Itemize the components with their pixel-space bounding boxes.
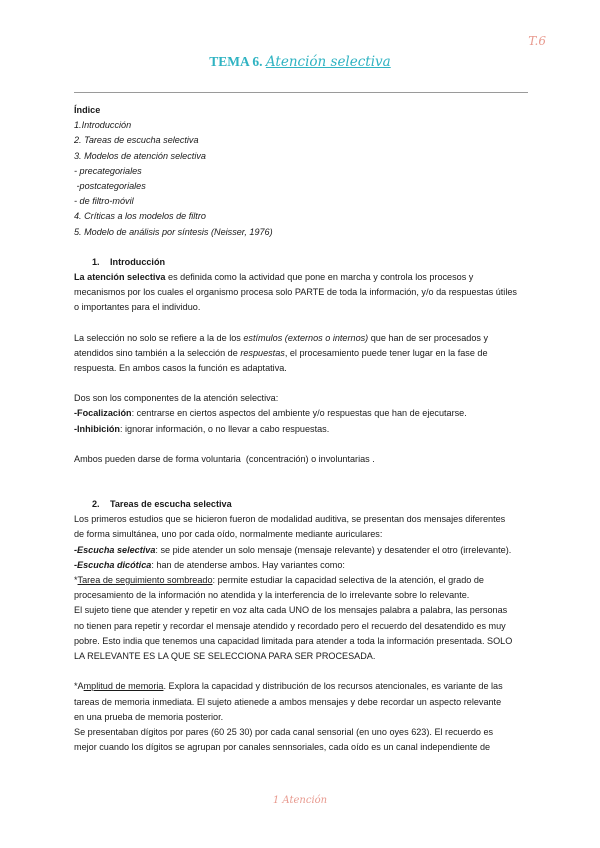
paragraph-line: pobre. Esto india que tenemos una capacidad limitada para atender a toda la información presentada. SOLO (74, 635, 513, 646)
header-rule (74, 92, 528, 93)
paragraph-line (74, 422, 532, 437)
text-run: : centrarse en ciertos aspectos del ambiente y/o respuestas que han de ejecutarse. (131, 408, 467, 419)
index-item: - precategoriales (74, 165, 142, 176)
corner-mark: T.6 (528, 34, 546, 48)
text-run: : permite estudiar la capacidad selectiva de la atención, el grado de (212, 575, 484, 586)
text-run: que han de ser procesados y (368, 332, 489, 343)
text-run: *A (74, 681, 84, 692)
paragraph-line: mejor cuando los dígitos se agrupan por canales sennsoriales, cada oído es un canal independiente de (74, 742, 491, 753)
text-run: es definida como la actividad que pone en marcha y controla los procesos y (165, 272, 474, 283)
bold-term: -Focalización (74, 408, 132, 419)
index-item: 4. Críticas a los modelos de filtro (74, 211, 206, 222)
text-run: : se pide atender un solo mensaje (mensaje relevante) y desatender el otro (irrelevante). (155, 544, 512, 555)
section-heading (74, 497, 532, 512)
paragraph-line: Se presentaban dígitos por pares (60 25 30) por cada canal sensorial (en uno oyes 623). El recuerdo es (74, 726, 494, 737)
paragraph-line (74, 573, 532, 588)
text-run: atendidos sino también a la selección de (74, 347, 241, 358)
paragraph-line (74, 679, 532, 694)
paragraph-line: respuesta. En ambos casos la función es adaptativa. (74, 363, 287, 374)
underlined-term: mplitud de memoria (83, 681, 164, 692)
text-run: . Explora la capacidad y distribución de los recursos atencionales, es variante de las (163, 681, 503, 692)
index-section (74, 103, 532, 240)
text-run: : ignorar información, o no llevar a cabo respuestas. (119, 423, 330, 434)
bold-italic-term: -Escucha dicótica (74, 559, 152, 570)
title-script: Atención selectiva (265, 54, 391, 70)
title-prefix: TEMA 6. (209, 54, 263, 69)
bold-term: -Inhibición (74, 423, 120, 434)
text-run: , el procesamiento puede tener lugar en la fase de (284, 347, 488, 358)
index-item: 2. Tareas de escucha selectiva (74, 135, 199, 146)
underlined-term: Tarea de seguimiento sombreado (77, 575, 213, 586)
text-run: * (74, 575, 78, 586)
paragraph-line: mecanismos por los cuales el organismo procesa solo PARTE de toda la información, y/o da respuestas útiles (74, 287, 517, 298)
index-item: 3. Modelos de atención selectiva (74, 150, 206, 161)
section-title: Introducción (110, 256, 166, 267)
bold-term: La atención selectiva (74, 272, 166, 283)
paragraph-line: en una prueba de memoria posterior. (74, 711, 224, 722)
document-body (74, 103, 532, 755)
text-run: La selección no solo se refiere a la de los (74, 332, 244, 343)
index-item: - de filtro-móvil (74, 196, 134, 207)
bold-italic-term: -Escucha selectiva (74, 544, 156, 555)
page-footer: 1 Atención (272, 795, 328, 806)
index-heading: Índice (74, 105, 101, 115)
paragraph-line: tareas de memoria inmediata. El sujeto atienede a ambos mensajes y debe recordar un aspecto relevante (74, 696, 502, 707)
paragraph-line: LA RELEVANTE ES LA QUE SE SELECCIONA PARA SER PROCESADA. (74, 651, 376, 662)
paragraph-line: Los primeros estudios que se hicieron fueron de modalidad auditiva, se presentan dos mensajes diferentes (74, 514, 506, 525)
section-introduccion (74, 255, 532, 467)
paragraph-line: El sujeto tiene que atender y repetir en voz alta cada UNO de los mensajes palabra a palabra, las personas (74, 605, 508, 616)
index-item: 5. Modelo de análisis por síntesis (Neisser, 1976) (74, 226, 273, 237)
paragraph-line: de forma simultánea, uno por cada oído, normalmente mediante auriculares: (74, 529, 383, 540)
section-heading (74, 255, 532, 270)
italic-term: estímulos (externos o internos) (243, 332, 369, 343)
paragraph-line: o importantes para el individuo. (74, 302, 201, 313)
index-item: 1.Introducción (74, 120, 132, 131)
paragraph-line (74, 558, 532, 573)
page-title (0, 54, 600, 70)
section-title: Tareas de escucha selectiva (110, 499, 232, 510)
paragraph-line (74, 543, 532, 558)
paragraph-line (74, 331, 532, 346)
paragraph-line: Dos son los componentes de la atención selectiva: (74, 393, 279, 404)
section-number: 1. (92, 256, 100, 267)
index-item: -postcategoriales (74, 181, 146, 192)
paragraph-line (74, 346, 532, 361)
paragraph-line: Ambos pueden darse de forma voluntaria (concentración) o involuntarias . (74, 453, 375, 464)
paragraph-line (74, 406, 532, 421)
paragraph-line: no tienen para repetir y recordar el mensaje atendido y recordado pero el recuerdo del desatendido es muy (74, 620, 506, 631)
section-tareas-escucha (74, 497, 532, 755)
italic-term: respuestas (240, 347, 285, 358)
section-number: 2. (92, 499, 100, 510)
paragraph-line (74, 270, 532, 285)
paragraph-line: procesamiento de la información no atendida y la interferencia de lo irrelevante sobre lo relevante. (74, 590, 470, 601)
text-run: : han de atenderse ambos. Hay variantes como: (151, 559, 345, 570)
